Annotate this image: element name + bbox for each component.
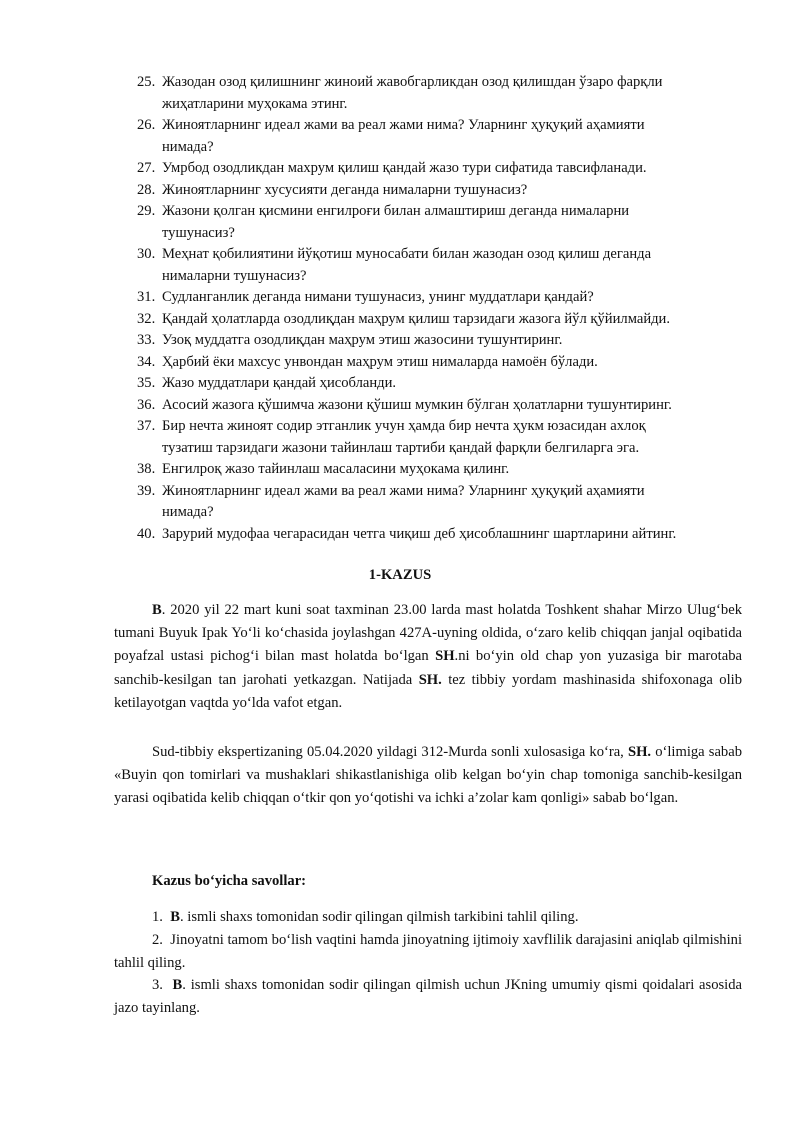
list-item — [137, 244, 747, 287]
bold-name: B — [152, 602, 162, 618]
paragraph-text: o‘limiga sabab «Buyin qon tomirlari va mushaklari shikastlanishiga olib kelgan bo‘yin chap tomoniga sanchib-kesilgan yarasi oqibatida kelib chiqqan o‘tkir qon yo‘qotishi va ichki a’zolar kam qonligi» sabab bo‘lgan. — [114, 744, 742, 807]
item-text-continued: нималарни тушунасиз? — [162, 267, 307, 284]
item-text: Жазони қолган қисмини енгилроғи билан алмаштириш деганда нималарни — [162, 203, 630, 219]
list-item — [137, 395, 747, 417]
item-number: 36. — [137, 396, 156, 413]
task-text: . ismli shaxs tomonidan sodir qilingan qilmish uchun JKning umumiy qismi qoidalari asosida jazo tayinlang. — [114, 977, 743, 1016]
item-number: 30. — [137, 246, 156, 262]
list-item — [137, 330, 747, 352]
task-text: . ismli shaxs tomonidan sodir qilingan qilmish tarkibini tahlil qiling. — [179, 909, 579, 925]
item-number: 35. — [137, 375, 156, 391]
item-text: Асосий жазога қўшимча жазони қўшиш мумкин бўлган ҳолатларни тушунтиринг. — [162, 396, 672, 413]
item-number: 38. — [137, 461, 156, 477]
item-text: Ҳарбий ёки махсус унвондан маҳрум этиш нималарда намоён бўлади. — [162, 353, 598, 370]
list-item — [137, 373, 747, 395]
item-text-continued: тузатиш тарзидаги жазони тайинлаш тартиби қандай фарқли белгиларга эга. — [162, 439, 640, 456]
item-number: 37. — [137, 418, 156, 434]
list-item — [137, 309, 747, 331]
paragraph-text: .ni bo‘yin old chap yon yuzasiga bir marotaba sanchib-kesilgan tan jarohati yetkazgan. Natijada — [114, 648, 742, 688]
item-text: Жазодан озод қилишнинг жиноий жавобгарликдан озод қилишдан ўзаро фарқли — [162, 74, 663, 90]
item-text: Умрбод озодликдан махрум қилиш қандай жазо тури сифатида тавсифланади. — [162, 160, 647, 176]
list-item — [137, 287, 747, 309]
bold-name: B — [170, 909, 180, 925]
questions-heading: Kazus bo‘yicha savollar: — [152, 873, 307, 889]
list-item — [137, 180, 747, 202]
case-question-2 — [114, 929, 742, 974]
case-question-1 — [114, 906, 742, 929]
item-number: 27. — [137, 160, 156, 176]
case-paragraph-1 — [114, 599, 742, 715]
list-item — [137, 201, 747, 244]
task-text: Jinoyatni tamom bo‘lish vaqtini hamda jinoyatning ijtimoiy xavflilik darajasini aniqlab qilmishini tahlil qiling. — [114, 932, 743, 971]
paragraph-text: tez tibbiy yordam mashinasida shifoxonaga olib ketilayotgan vaqtda yo‘lda vafot etgan. — [114, 671, 742, 711]
item-text: Узоқ муддатга озодлиқдан маҳрум этиш жазосини тушунтиринг. — [162, 332, 563, 348]
item-number: 29. — [137, 203, 156, 219]
item-number: 39. — [137, 482, 156, 499]
item-text: Жазо муддатлари қандай ҳисобланди. — [162, 375, 397, 391]
item-text-continued: нимада? — [162, 504, 214, 520]
item-text: Жиноятларнинг идеал жами ва реал жами нима? Уларнинг ҳуқуқий аҳамияти — [162, 482, 645, 499]
item-text: Енгилроқ жазо тайинлаш масаласини муҳокама қилинг. — [162, 461, 510, 477]
case-title: 1-KAZUS — [368, 567, 432, 583]
item-text: Қандай ҳолатларда озодлиқдан маҳрум қилиш тарзидаги жазога йўл қўйилмайди. — [162, 310, 671, 327]
item-number: 25. — [137, 74, 156, 90]
task-number: 3. — [152, 977, 163, 993]
list-item — [137, 115, 747, 158]
item-text-continued: нимада? — [162, 138, 214, 155]
item-text: Меҳнат қобилиятини йўқотиш муносабати билан жазодан озод қилиш деганда — [162, 246, 652, 262]
question-list — [137, 72, 747, 545]
case-paragraph-2 — [114, 741, 742, 811]
item-text: Судланганлик деганда нимани тушунасиз, унинг муддатлари қандай? — [162, 289, 594, 305]
item-text-continued: жиҳатларини муҳокама этинг. — [162, 95, 348, 112]
list-item — [137, 72, 747, 115]
item-text: Бир нечта жиноят содир этганлик учун ҳамда бир нечта ҳукм юзасидан ахлоқ — [162, 418, 646, 434]
list-item — [137, 352, 747, 374]
list-item — [137, 459, 747, 481]
list-item — [137, 158, 747, 180]
paragraph-text: Sud-tibbiy ekspertizaning 05.04.2020 yildagi 312-Murda sonli xulosasiga ko‘ra, — [152, 744, 628, 760]
item-number: 34. — [137, 353, 156, 370]
bold-name: SH. — [627, 744, 652, 760]
item-text: Жиноятларнинг идеал жами ва реал жами нима? Уларнинг ҳуқуқий аҳамияти — [162, 117, 645, 133]
item-number: 32. — [137, 310, 156, 327]
list-item — [137, 416, 747, 459]
task-number: 1. — [152, 909, 163, 925]
item-number: 40. — [137, 525, 156, 542]
item-number: 31. — [137, 289, 156, 305]
item-text: Зарурий мудофаа чегарасидан четга чиқиш деб ҳисоблашнинг шартларини айтинг. — [162, 525, 677, 542]
item-number: 26. — [137, 117, 156, 133]
item-number: 33. — [137, 332, 156, 348]
bold-name: SH. — [418, 671, 442, 688]
paragraph-text: . 2020 yil 22 mart kuni soat taxminan 23.00 larda mast holatda Toshkent shahar Mirzo Ulug‘bek tumani Buyuk Ipak Yo‘li ko‘chasida joylashgan 427A-uyning oldida, o‘zaro kelib chiqqan janjal oqibatida poyafzal ustasi pichog‘i bilan mast holatda bo‘lgan — [114, 602, 742, 665]
item-number: 28. — [137, 181, 156, 198]
bold-name: SH — [435, 648, 455, 665]
item-text-continued: тушунасиз? — [162, 224, 235, 241]
list-item — [137, 524, 747, 546]
item-text: Жиноятларнинг хусусияти деганда нималарни тушунасиз? — [162, 181, 528, 198]
case-question-3 — [114, 974, 742, 1019]
list-item — [137, 481, 747, 524]
task-number: 2. — [152, 932, 163, 948]
bold-name: B — [172, 977, 183, 993]
